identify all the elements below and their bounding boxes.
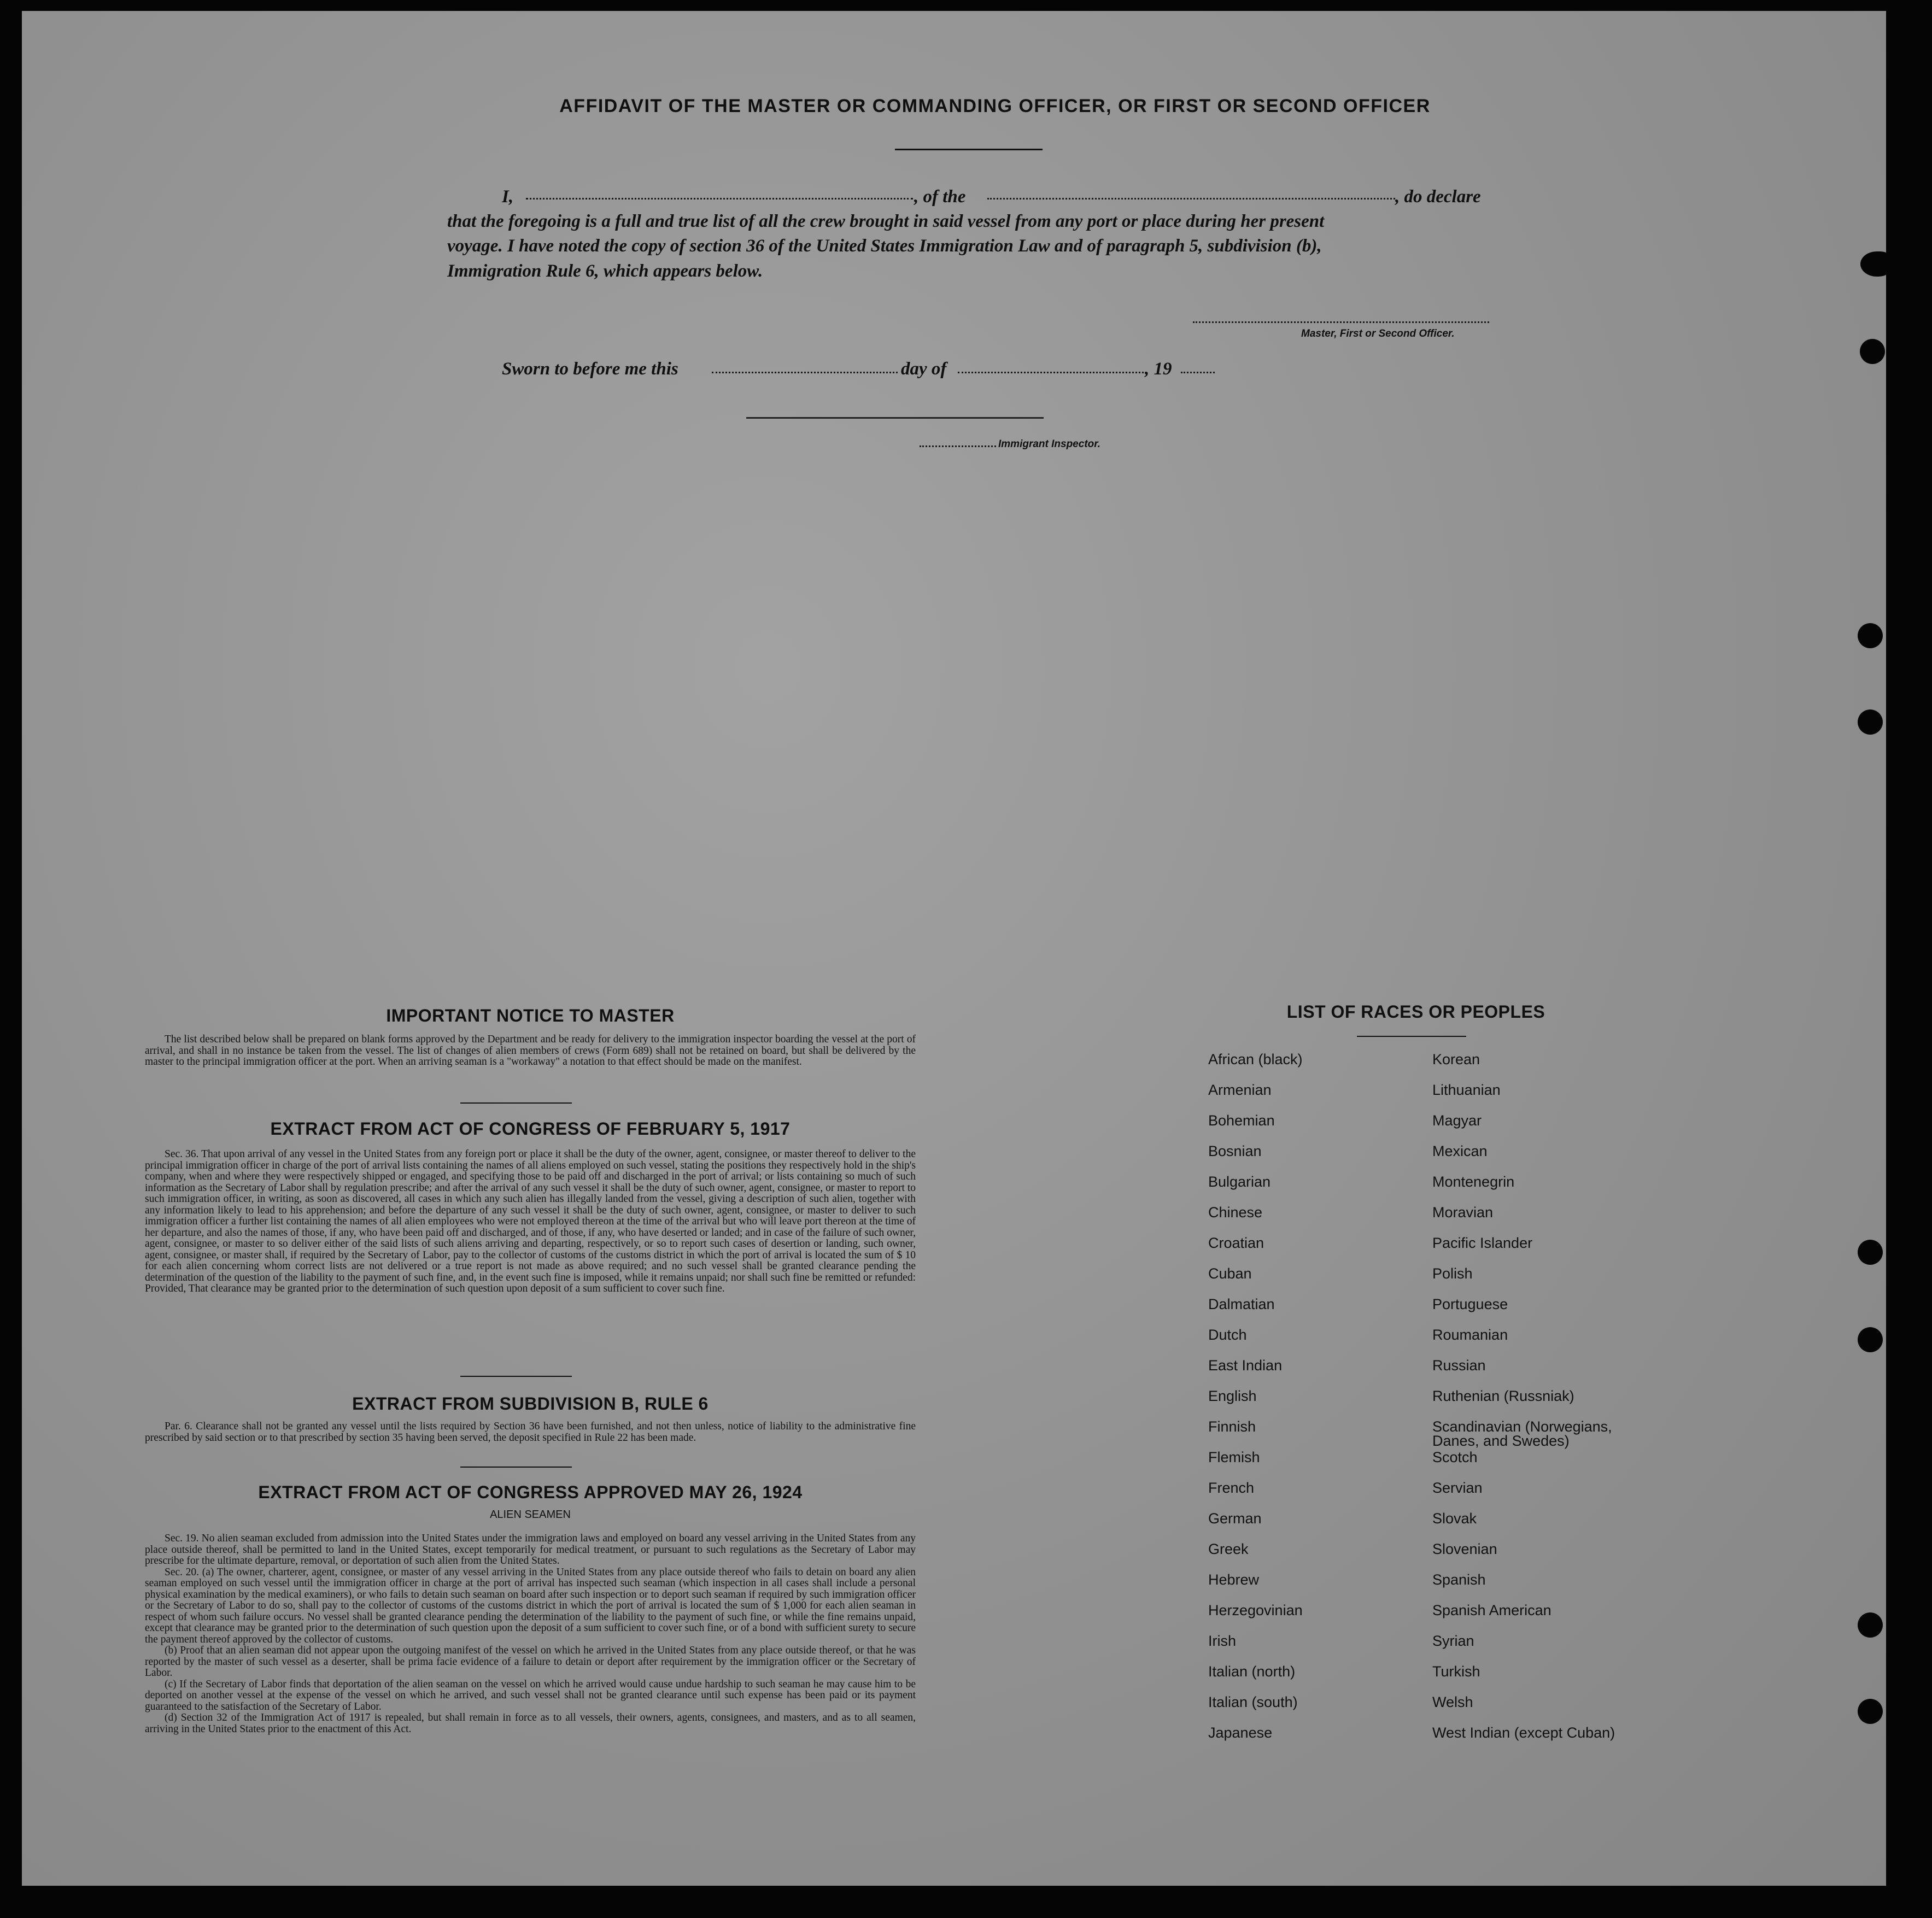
rule6-title: EXTRACT FROM SUBDIVISION B, RULE 6 [352,1394,709,1413]
inspector-signature-line[interactable] [746,417,1044,419]
sworn-text: Sworn to before me this [502,359,678,379]
race-item: Bulgarian [1208,1174,1271,1190]
sworn-year-field[interactable] [1181,372,1215,373]
race-item: Spanish [1432,1571,1486,1588]
race-item: Moravian [1432,1204,1494,1221]
race-item: Greek [1208,1541,1249,1557]
sworn-month-field[interactable] [958,372,1144,373]
sec20a-paragraph: Sec. 20. (a) The owner, charterer, agent, consignee, or master of any vessel arriving in the United States from any place outside thereof who fails to detain on board any alien seaman employed on such vessel until the immigration officer in charge at the port of arrival has inspected such seaman (which inspection in all cases shall include a personal physical examination by the medical examiners), or who fails to detain such seaman on board after such inspection or to deport such seaman if required by such immigration officer or the Secretary of Labor to do so, shall pay to the collector of customs of the customs district in which the port of arrival is located the sum of $ 1,000 for each alien seaman in respect of whom such failure occurs. No vessel shall be granted clearance pending the determination of the liability to the payment of such fine, or while the fine remains unpaid, except that clearance may be granted prior to the determination of such question upon the deposit of a sum sufficient to cover such fine, or of a bond with sufficient surety to secure the payment thereof approved by the collector of customs. [145,1566,916,1645]
notice-paragraph: The list described below shall be prepared on blank forms approved by the Department and be ready for delivery to the immigration inspector boarding the vessel at the port of arrival, and shall in no instance be taken from the vessel. The list of changes of alien members of crews (Form 689) shall not be retained on board, but shall be delivered by the master to the principal immigration officer at the port. When an arriving seaman is a "workaway" a notation to that effect should be made on the manifest. [145,1034,916,1067]
extract-1924-title: EXTRACT FROM ACT OF CONGRESS APPROVED MAY 26, 1924 [258,1482,803,1502]
divider [460,1102,572,1104]
race-item: Servian [1432,1480,1483,1496]
race-item: Irish [1208,1633,1237,1649]
master-signature-field[interactable] [1193,321,1489,323]
race-item: Russian [1432,1357,1486,1374]
race-item: English [1208,1388,1257,1404]
vessel-field[interactable] [987,198,1395,200]
race-item: Slovenian [1432,1541,1497,1557]
affidavit-title: AFFIDAVIT OF THE MASTER OR COMMANDING OFFICER, OR FIRST OR SECOND OFFICER [559,96,1431,116]
binder-hole [1858,1612,1883,1638]
race-item: Scotch [1432,1449,1478,1465]
affidavit-of-the: , of the [914,187,966,207]
race-item: French [1208,1480,1255,1496]
rule6-text [145,1421,916,1444]
race-item: Hebrew [1208,1571,1260,1588]
race-item: Flemish [1208,1449,1260,1465]
race-item: Syrian [1432,1633,1474,1649]
race-item: Magyar [1432,1112,1482,1129]
day-of-text: day of [901,359,947,379]
affidavit-line2: that the foregoing is a full and true list of all the crew brought in said vessel from any port or place during her present [447,212,1325,231]
divider [460,1376,572,1377]
race-item: African (black) [1208,1051,1303,1067]
extract-1917-title: EXTRACT FROM ACT OF CONGRESS OF FEBRUARY 5, 1917 [270,1119,791,1139]
race-item: Korean [1432,1051,1480,1067]
sec36-paragraph: Sec. 36. That upon arrival of any vessel in the United States from any foreign port or place it shall be the duty of the owner, agent, consignee, or master thereof to deliver to the principal immigration officer in charge of the port of arrival lists containing the names of all aliens employed on such vessel, stating the positions they respectively hold in the ship's company, when and where they were respectively shipped or engaged, and specifying those to be paid off and discharged in the port of arrival; or lists containing so much of such information as the Secretary of Labor shall by regulation prescribe; and after the arrival of any such vessel it shall be the duty of such owner, agent, consignee, or master to report to such immigration officer, in writing, as soon as discovered, all cases in which any such alien has illegally landed from the vessel, giving a description of such alien, together with any information likely to lead to his apprehension; and before the departure of any such vessel it shall be the duty of such owner, agent, consignee, or master to deliver to such immigration officer a further list containing the names of all alien employees who were not employed thereon at the time of the arrival but who will leave port thereon at the time of her departure, and also the names of those, if any, who have been paid off and discharged, and of those, if any, who have deserted or landed; and in case of the failure of such owner, agent, consignee, or master to so deliver either of the said lists of such aliens arriving and departing, respectively, or so to report such cases of desertion or landing, such owner, agent, consignee, or master shall, if required by the Secretary of Labor, pay to the collector of customs of the customs district in which the port of arrival is located the sum of $ 10 for each alien concerning whom correct lists are not delivered or a true report is not made as above required; and no such vessel shall be granted clearance pending the determination of the question of the liability to the payment of such fine, and, in the event such fine is imposed, while it remains unpaid; nor shall such fine be remitted or refunded: Provided, That clearance may be granted prior to the determination of such question upon deposit of a sum sufficient to cover such fine. [145,1148,916,1294]
race-item: Scandinavian (Norwegians, Danes, and Swedes) [1432,1418,1612,1449]
race-item: Roumanian [1432,1327,1508,1343]
extract-1917-text [145,1149,916,1295]
race-item: Montenegrin [1432,1174,1515,1190]
race-item: Bosnian [1208,1143,1262,1159]
sec20c-paragraph: (c) If the Secretary of Labor finds that deportation of the alien seaman on the vessel on which he arrived would cause undue hardship to such seaman he may cause him to be deported on another vessel at the expense of the vessel on which he arrived, and such vessel shall not be granted clearance until such expense has been paid or its payment guaranteed to the satisfaction of the Secretary of Labor. [145,1678,916,1712]
race-item: Slovak [1432,1510,1477,1527]
binder-hole [1858,623,1883,648]
race-item: Japanese [1208,1725,1273,1741]
race-item: Turkish [1432,1663,1480,1680]
race-item: Lithuanian [1432,1082,1501,1098]
races-list [1208,1052,1667,1756]
name-field[interactable] [526,198,913,200]
race-item: Spanish American [1432,1602,1552,1618]
race-item: Pacific Islander [1432,1235,1533,1251]
race-item: West Indian (except Cuban) [1432,1725,1615,1741]
race-item: Welsh [1432,1694,1473,1710]
affidavit-line3: voyage. I have noted the copy of section 36 of the United States Immigration Law and of paragraph 5, subdivision (b), [447,236,1322,256]
binder-hole [1860,339,1885,364]
race-item: Bohemian [1208,1112,1275,1129]
sec20d-paragraph: (d) Section 32 of the Immigration Act of 1917 is repealed, but shall remain in force as to all vessels, their owners, agents, consignees, and masters, and as to all seamen, arriving in the United States prior to the enactment of this Act. [145,1712,916,1735]
sworn-day-field[interactable] [712,372,898,373]
race-item: Italian (north) [1208,1663,1296,1680]
notice-title: IMPORTANT NOTICE TO MASTER [386,1006,675,1025]
race-item: Mexican [1432,1143,1488,1159]
race-item: Armenian [1208,1082,1272,1098]
inspector-label: Immigrant Inspector. [998,438,1100,450]
binder-hole [1858,1240,1883,1265]
year-text: , 19 [1145,359,1172,379]
race-item: Italian (south) [1208,1694,1298,1710]
race-item: Chinese [1208,1204,1263,1221]
affidavit-line4: Immigration Rule 6, which appears below. [447,261,763,281]
sec20b-paragraph: (b) Proof that an alien seaman did not appear upon the outgoing manifest of the vessel on which he arrived in the United States from any place outside thereof, or that he was reported by the master of such vessel as a deserter, shall be prima facie evidence of a failure to detain or deport after requirement by the immigration officer or the Secretary of Labor. [145,1645,916,1679]
title-divider [895,149,1043,150]
race-item: Cuban [1208,1265,1252,1282]
binder-hole [1858,1699,1883,1724]
divider [460,1467,572,1468]
inspector-dots [920,445,996,447]
race-item: Croatian [1208,1235,1264,1251]
alien-seamen-subtitle: ALIEN SEAMEN [490,1509,571,1521]
affidavit-declare: , do declare [1395,187,1481,207]
binder-hole [1860,251,1893,277]
race-item: Dalmatian [1208,1296,1275,1312]
sec19-paragraph: Sec. 19. No alien seaman excluded from admission into the United States under the immigration laws and employed on board any vessel arriving in the United States from any place outside thereof, shall be permitted to land in the United States, except temporarily for medical treatment, or pursuant to such regulations as the Secretary of Labor may prescribe for the ultimate departure, removal, or deportation of such alien from the United States. [145,1533,916,1567]
par6-paragraph: Par. 6. Clearance shall not be granted any vessel until the lists required by Section 36 have been furnished, and not then unless, notice of liability to the administrative fine prescribed by said section or to that prescribed by section 35 having been served, the deposit specified in Rule 22 has been made. [145,1421,916,1444]
race-item: Ruthenian (Russniak) [1432,1388,1574,1404]
notice-text [145,1034,916,1068]
race-item: East Indian [1208,1357,1283,1374]
race-item: German [1208,1510,1262,1527]
extract-1924-text [145,1533,916,1735]
race-item: Finnish [1208,1418,1256,1435]
race-item: Dutch [1208,1327,1247,1343]
race-item: Portuguese [1432,1296,1508,1312]
race-item: Polish [1432,1265,1473,1282]
races-title: LIST OF RACES OR PEOPLES [1286,1002,1545,1022]
master-signature-label: Master, First or Second Officer. [1301,328,1455,339]
binder-hole [1858,709,1883,735]
race-item: Herzegovinian [1208,1602,1303,1618]
affidavit-i: I, [502,187,514,207]
divider [1357,1036,1466,1037]
binder-hole [1858,1327,1883,1352]
